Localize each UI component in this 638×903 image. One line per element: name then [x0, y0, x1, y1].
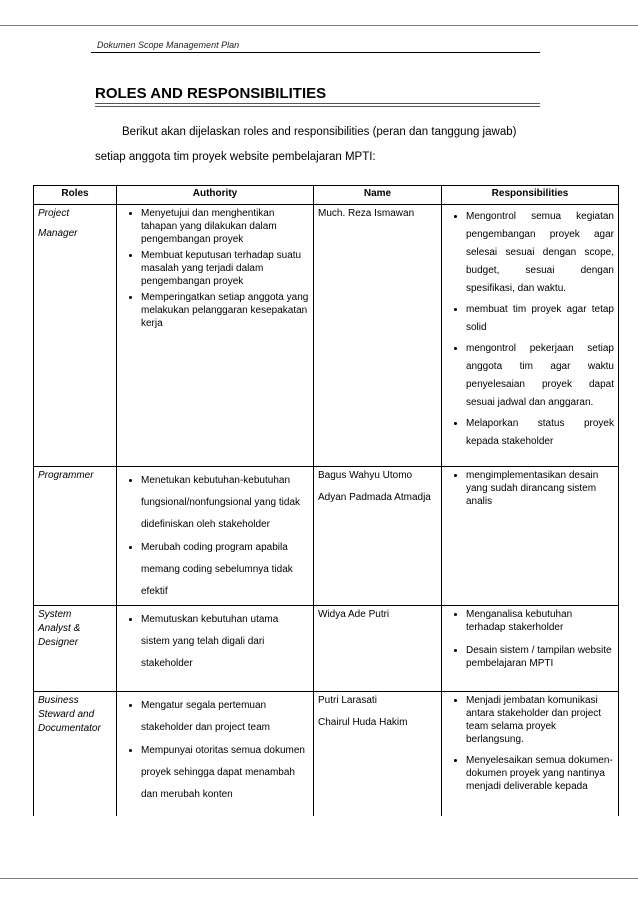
table-row — [34, 205, 619, 467]
role-text: Manager — [38, 228, 78, 239]
authority-item: • Memperingatkan setiap anggota yang melakukan pelanggaran kesepakatan kerja — [141, 291, 309, 330]
responsibility-item: • Menganalisa kebutuhan terhadap stakerholder — [466, 608, 614, 634]
authority-item: • Merubah coding program apabila memang coding sebelumnya tidak efektif — [141, 536, 309, 603]
authority-cell — [117, 205, 314, 467]
responsibilities-cell — [442, 606, 619, 692]
responsibility-item: • mengontrol pekerjaan setiap anggota tim agar waktu penyelesaian proyek dapat sesuai jadwal dan anggaran. — [466, 339, 614, 412]
role-cell — [34, 467, 117, 606]
authority-item: • Menyetujui dan menghentikan tahapan yang dilakukan dalam pengembangan proyek — [141, 207, 309, 246]
table-row — [34, 467, 619, 606]
header-authority: Authority — [117, 186, 314, 205]
role-text: Business — [38, 695, 79, 706]
name-cell — [314, 606, 442, 692]
responsibility-item: • Menyelesaikan semua dokumen-dokumen proyek yang nantinya menjadi deliverable kepada — [466, 754, 614, 793]
role-text: Documentator — [38, 723, 101, 734]
intro-line-1: Berikut akan dijelaskan roles and responsibilities (peran dan tanggung jawab) — [122, 126, 517, 138]
name-cell — [314, 467, 442, 606]
role-text: Analyst & — [38, 623, 81, 634]
role-cell — [34, 692, 117, 817]
table-header-row — [34, 186, 619, 205]
member-name: Widya Ade Putri — [318, 609, 390, 620]
responsibility-item: • Desain sistem / tampilan website pembelajaran MPTI — [466, 644, 614, 670]
responsibility-item: • Mengontrol semua kegiatan pengembangan proyek agar selesai sesuai dengan scope, budget, sesuai dengan spesifikasi, dan waktu. — [466, 207, 614, 298]
header-name: Name — [314, 186, 442, 205]
document-header: Dokumen Scope Management Plan — [97, 40, 240, 50]
header-responsibilities: Responsibilities — [442, 186, 619, 205]
member-name: Adyan Padmada Atmadja — [318, 492, 431, 503]
member-name: Bagus Wahyu Utomo — [318, 470, 413, 481]
role-cell — [34, 606, 117, 692]
role-cell — [34, 205, 117, 467]
role-text: Programmer — [38, 470, 94, 481]
roles-table — [33, 185, 619, 816]
header-divider — [91, 52, 540, 53]
role-text: System — [38, 609, 72, 620]
responsibility-item: • Menjadi jembatan komunikasi antara stakeholder dan project team selama proyek berlangsung. — [466, 694, 614, 746]
table-row — [34, 606, 619, 692]
member-name: Putri Larasati — [318, 695, 377, 706]
responsibility-item: • membuat tim proyek agar tetap solid — [466, 300, 614, 337]
authority-item: • Menetukan kebutuhan-kebutuhan fungsional/nonfungsional yang tidak didefiniskan oleh stakeholder — [141, 469, 309, 536]
authority-cell — [117, 467, 314, 606]
authority-cell — [117, 692, 314, 817]
role-text: Project — [38, 208, 70, 219]
table-row — [34, 692, 619, 817]
role-text: Designer — [38, 637, 79, 648]
responsibility-item: • Melaporkan status proyek kepada stakeholder — [466, 414, 614, 451]
authority-item: • Mempunyai otoritas semua dokumen proyek sehingga dapat menambah dan merubah konten — [141, 739, 309, 806]
name-cell — [314, 205, 442, 467]
authority-item: • Mengatur segala pertemuan stakeholder dan project team — [141, 694, 309, 739]
responsibilities-cell — [442, 205, 619, 467]
role-text: Steward and — [38, 709, 95, 720]
name-cell — [314, 692, 442, 817]
responsibility-item: • mengimplementasikan desain yang sudah dirancang sistem analis — [466, 469, 614, 508]
authority-item: • Membuat keputusan terhadap suatu masalah yang terjadi dalam pengembangan proyek — [141, 249, 309, 288]
authority-cell — [117, 606, 314, 692]
page-top-border — [0, 25, 638, 26]
responsibilities-cell — [442, 467, 619, 606]
title-underline — [95, 103, 540, 107]
authority-item: • Memutuskan kebutuhan utama sistem yang telah digali dari stakeholder — [141, 608, 309, 675]
responsibilities-cell — [442, 692, 619, 817]
member-name: Chairul Huda Hakim — [318, 717, 408, 728]
header-roles: Roles — [34, 186, 117, 205]
page-bottom-border — [0, 878, 638, 879]
intro-line-2: setiap anggota tim proyek website pembelajaran MPTI: — [95, 151, 376, 163]
member-name: Much. Reza Ismawan — [318, 208, 415, 219]
section-title: ROLES AND RESPONSIBILITIES — [95, 85, 327, 102]
